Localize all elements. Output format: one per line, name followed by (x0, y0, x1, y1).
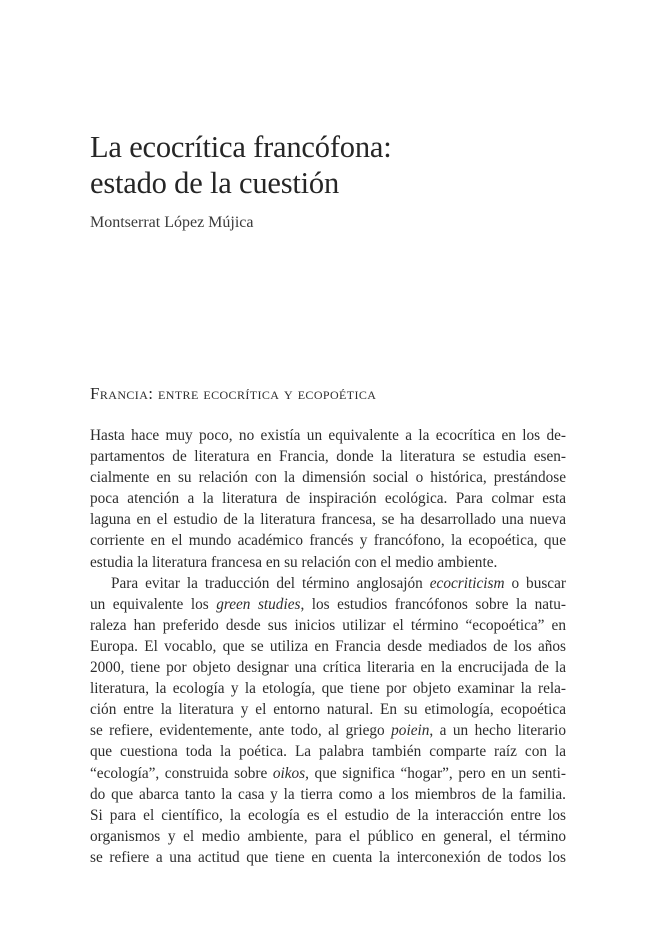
paragraph-2-line-5: 2000, tiene por objeto designar una crítica literaria en la encrucijada de la (90, 659, 566, 677)
text-run: , los estudios francófonos sobre la natu- (300, 595, 566, 613)
text-run: Para evitar la traducción del término anglosajón (111, 574, 430, 592)
text-run: , a un hecho literario (429, 722, 566, 740)
paragraph-2-line-10 (90, 763, 566, 784)
paragraph-2-line-9: que cuestiona toda la poética. La palabra también comparte raíz con la (90, 743, 566, 761)
paragraph-1-line-4: poca atención a la literatura de inspiración ecológica. Para colmar esta (90, 490, 566, 508)
italic-term: ecocriticism (429, 574, 505, 592)
text-run: “ecología”, construida sobre (90, 764, 273, 782)
text-run: , que significa “hogar”, pero en un senti- (305, 764, 566, 782)
body-text (90, 425, 566, 868)
italic-term: green studies (216, 595, 301, 613)
paragraph-2-line-8 (90, 720, 566, 741)
section-heading: Francia: entre ecocrítica y ecopoética (90, 384, 377, 403)
text-run: se refiere, evidentemente, ante todo, al griego (90, 722, 392, 740)
italic-term: poiein (391, 722, 430, 740)
paragraph-2-line-7: ción entre la literatura y el entorno natural. En su etimología, ecopoética (90, 701, 566, 719)
paragraph-2-line-13: organismos y el medio ambiente, para el público en general, el término (90, 827, 566, 845)
chapter-title-line-1: La ecocrítica francófona: (90, 130, 392, 164)
chapter-author: Montserrat López Mújica (90, 214, 254, 231)
paragraph-2-line-3: raleza han preferido desde sus inicios utilizar el término “ecopoética” en (90, 616, 566, 634)
paragraph-1-line-2: partamentos de literatura en Francia, donde la literatura se estudia esen- (90, 448, 566, 466)
paragraph-2-line-14: se refiere a una actitud que tiene en cuenta la interconexión de todos los (90, 848, 566, 866)
paragraph-2-line-6: literatura, la ecología y la etología, que tiene por objeto examinar la rela- (90, 680, 566, 698)
paragraph-1-line-3: cialmente en su relación con la dimensión social o histórica, prestándose (90, 469, 566, 487)
paragraph-1-line-6: corriente en el mundo académico francés y francófono, la ecopoética, que (90, 532, 566, 550)
paragraph-2-line-4: Europa. El vocablo, que se utiliza en Francia desde mediados de los años (90, 637, 566, 655)
paragraph-1-line-1: Hasta hace muy poco, no existía un equivalente a la ecocrítica en los de- (90, 427, 566, 444)
italic-term: oikos (272, 764, 306, 782)
chapter-title (90, 129, 570, 201)
paragraph-2-line-11: do que abarca tanto la casa y la tierra como a los miembros de la familia. (90, 785, 566, 803)
paragraph-1-line-7: estudia la literatura francesa en su relación con el medio ambiente. (90, 553, 498, 571)
paragraph-2-line-2 (90, 594, 566, 615)
paragraph-1-line-5: laguna en el estudio de la literatura francesa, se ha desarrollado una nueva (90, 511, 566, 529)
paragraph-2-line-12: Si para el científico, la ecología es el estudio de la interacción entre los (90, 806, 566, 824)
text-run: un equivalente los (90, 595, 217, 613)
chapter-title-line-2: estado de la cuestión (90, 166, 340, 200)
text-run: o buscar (504, 574, 566, 592)
paragraph-2-line-1 (90, 573, 566, 594)
